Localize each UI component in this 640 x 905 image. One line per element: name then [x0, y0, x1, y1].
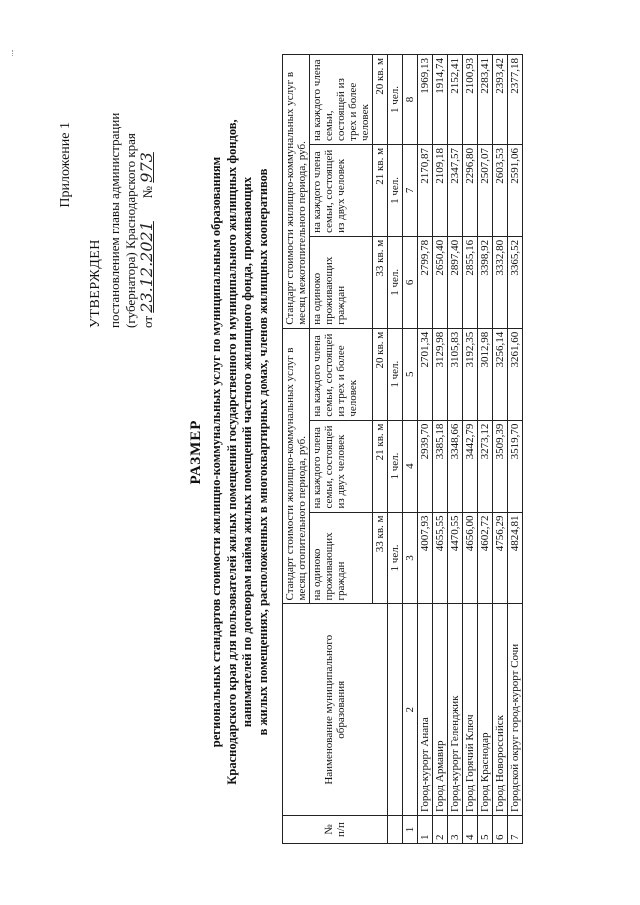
row-municipality: Город Горячий Ключ	[463, 604, 478, 816]
table-row	[433, 55, 448, 844]
persons-cell: 1 чел.	[388, 144, 403, 236]
row-value: 4824,81	[508, 512, 523, 604]
approval-block	[88, 28, 156, 328]
empty-cell	[388, 604, 403, 816]
row-value: 2939,70	[418, 420, 433, 512]
header-num: № п/п	[283, 816, 388, 844]
row-number: 3	[448, 816, 463, 844]
header-sub2: на каждого члена семьи, состоящей из двух человек	[310, 420, 373, 512]
row-municipality: Город Краснодар	[478, 604, 493, 816]
header-name: Наименование муниципального образования	[283, 604, 388, 816]
row-number: 5	[478, 816, 493, 844]
heading-line4: в жилых помещениях, расположенных в многоквартирных домах, членов жилищных кооперативов	[255, 168, 270, 736]
approval-title: УТВЕРЖДЕН	[88, 239, 103, 328]
persons-cell: 1 чел.	[388, 512, 403, 604]
row-value: 4656,00	[463, 512, 478, 604]
approval-line1: постановлением главы администрации	[107, 112, 122, 328]
row-value: 1969,13	[418, 55, 433, 145]
row-value: 2100,93	[463, 55, 478, 145]
index-cell: 8	[403, 55, 418, 145]
table-row	[478, 55, 493, 844]
row-municipality: Город Новороссийск	[493, 604, 508, 816]
scan-mark	[12, 50, 17, 56]
row-value: 3012,98	[478, 328, 493, 420]
row-value: 3256,14	[493, 328, 508, 420]
table-row	[508, 55, 523, 844]
row-number: 1	[418, 816, 433, 844]
heading-line3: нанимателей по договорам найма жилых помещений частного жилищного фонда, проживающих	[240, 176, 254, 728]
empty-cell	[388, 816, 403, 844]
header-nonheating-group: Стандарт стоимости жилищно-коммунальных услуг в месяц межотопительного периода, руб.	[283, 55, 310, 329]
index-cell: 6	[403, 236, 418, 328]
heading-title: РАЗМЕР	[188, 419, 204, 485]
row-value: 2283,41	[478, 55, 493, 145]
row-value: 4470,55	[448, 512, 463, 604]
table-row	[463, 55, 478, 844]
document-heading	[188, 52, 271, 852]
row-value: 3129,98	[433, 328, 448, 420]
persons-cell: 1 чел.	[388, 420, 403, 512]
row-value: 3385,18	[433, 420, 448, 512]
row-municipality: Городской округ город-курорт Сочи	[508, 604, 523, 816]
row-value: 2109,18	[433, 144, 448, 236]
row-value: 4655,55	[433, 512, 448, 604]
row-value: 3442,79	[463, 420, 478, 512]
rotated-sheet	[20, 12, 620, 892]
index-cell: 7	[403, 144, 418, 236]
row-value: 2393,42	[493, 55, 508, 145]
row-value: 3519,70	[508, 420, 523, 512]
header-sub4: на одиноко проживающих граждан	[310, 236, 373, 328]
date-prefix: от	[140, 315, 155, 328]
row-value: 4756,29	[493, 512, 508, 604]
row-value: 3365,52	[508, 236, 523, 328]
table-row	[418, 55, 433, 844]
row-value: 3192,35	[463, 328, 478, 420]
index-cell: 3	[403, 512, 418, 604]
standards-table	[282, 54, 523, 844]
row-value: 2152,41	[448, 55, 463, 145]
row-value: 4602,72	[478, 512, 493, 604]
index-cell: 2	[403, 604, 418, 816]
persons-cell: 1 чел.	[388, 236, 403, 328]
row-value: 2170,87	[418, 144, 433, 236]
header-sub6: на каждого члена семьи, состоящей из трех и более человек	[310, 55, 373, 145]
header-heating-group: Стандарт стоимости жилищно-коммунальных услуг в месяц отопительного периода, руб.	[283, 328, 310, 604]
area-cell: 33 кв. м	[373, 512, 388, 604]
row-number: 7	[508, 816, 523, 844]
area-cell: 33 кв. м	[373, 236, 388, 328]
row-value: 2799,78	[418, 236, 433, 328]
row-value: 2897,40	[448, 236, 463, 328]
persons-cell: 1 чел.	[388, 55, 403, 145]
row-value: 2377,18	[508, 55, 523, 145]
area-cell: 20 кв. м	[373, 328, 388, 420]
row-value: 3261,60	[508, 328, 523, 420]
header-sub3: на каждого члена семьи, состоящей из трех и более человек	[310, 328, 373, 420]
row-value: 2507,07	[478, 144, 493, 236]
approval-date-line	[139, 28, 156, 328]
index-cell: 1	[403, 816, 418, 844]
row-municipality: Город Армавир	[433, 604, 448, 816]
table-row	[493, 55, 508, 844]
row-value: 2650,40	[433, 236, 448, 328]
row-value: 3509,39	[493, 420, 508, 512]
index-cell: 5	[403, 328, 418, 420]
table-row	[448, 55, 463, 844]
row-number: 2	[433, 816, 448, 844]
number-prefix: №	[140, 185, 155, 199]
row-value: 2855,16	[463, 236, 478, 328]
approval-date: 23.12.2021	[137, 221, 156, 313]
index-cell: 4	[403, 420, 418, 512]
row-number: 4	[463, 816, 478, 844]
row-value: 1914,74	[433, 55, 448, 145]
header-sub5: на каждого члена семьи, состоящей из двух человек	[310, 144, 373, 236]
row-value: 3348,66	[448, 420, 463, 512]
row-municipality: Город-курорт Геленджик	[448, 604, 463, 816]
row-value: 2591,06	[508, 144, 523, 236]
row-value: 3273,12	[478, 420, 493, 512]
persons-row	[388, 55, 403, 844]
row-value: 3332,80	[493, 236, 508, 328]
approval-number: 973	[137, 152, 156, 183]
area-cell: 20 кв. м	[373, 55, 388, 145]
header-sub1: на одиноко проживающих граждан	[310, 512, 373, 604]
approval-line2: (губернатора) Краснодарского края	[123, 133, 138, 328]
row-value: 2701,34	[418, 328, 433, 420]
area-cell: 21 кв. м	[373, 420, 388, 512]
row-value: 2603,53	[493, 144, 508, 236]
heading-line1: региональных стандартов стоимости жилищно-коммунальных услуг по муниципальным образованиям	[209, 156, 223, 748]
appendix-label: Приложение 1	[58, 122, 73, 208]
row-value: 3105,83	[448, 328, 463, 420]
header-row-1	[283, 55, 310, 844]
heading-line2: Краснодарского края для пользователей жилых помещений государственного и муниципального жилищных фондов,	[224, 119, 239, 785]
row-value: 4007,93	[418, 512, 433, 604]
row-municipality: Город-курорт Анапа	[418, 604, 433, 816]
area-cell: 21 кв. м	[373, 144, 388, 236]
row-value: 3398,92	[478, 236, 493, 328]
row-number: 6	[493, 816, 508, 844]
index-row	[403, 55, 418, 844]
row-value: 2296,80	[463, 144, 478, 236]
row-value: 2347,57	[448, 144, 463, 236]
persons-cell: 1 чел.	[388, 328, 403, 420]
